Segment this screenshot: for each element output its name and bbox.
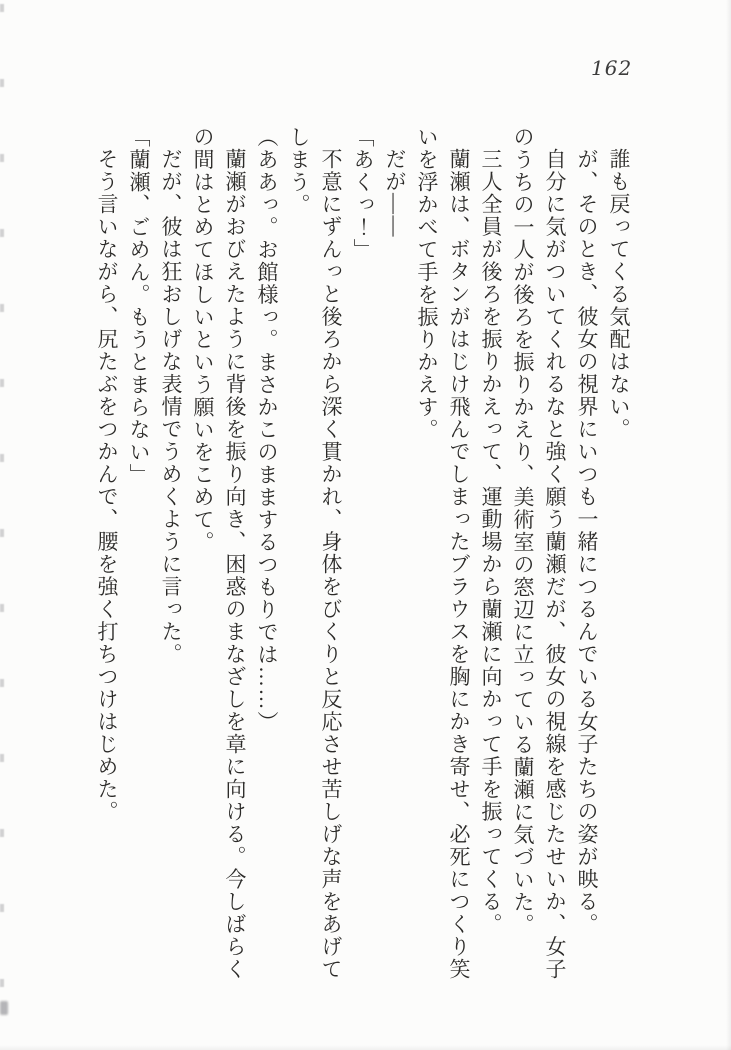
text-line: 蘭瀬は、ボタンがはじけ飛んでしまったブラウスを胸にかき寄せ、必死につくり笑 xyxy=(447,148,471,981)
text-line: 「あくっ！」 xyxy=(351,126,375,261)
text-line: 不意にずんっと後ろから深く貫かれ、身体をびくりと反応させ苦しげな声をあげて xyxy=(319,148,343,981)
text-line: 「蘭瀬、ごめん。もうとまらない」 xyxy=(127,126,151,486)
scan-corner-smudge xyxy=(0,1001,8,1015)
text-line: だが、彼は狂おしげな表情でうめくように言った。 xyxy=(159,148,183,666)
text-line: 三人全員が後ろを振りかえって、運動場から蘭瀬に向かって手を振ってくる。 xyxy=(479,148,503,936)
text-line: 自分に気がついてくれるなと強く願う蘭瀬だが、彼女の視線を感じたせいか、女子 xyxy=(543,148,567,981)
scan-binding-artifacts xyxy=(0,4,4,1014)
text-line: しまう。 xyxy=(287,126,311,216)
text-line: が、そのとき、彼女の視界にいつも一緒につるんでいる女子たちの姿が映る。 xyxy=(575,148,599,936)
page-bottom-edge-shading xyxy=(0,1045,731,1050)
text-line: 蘭瀬がおびえたように背後を振り向き、困惑のまなざしを章に向ける。今しばらく xyxy=(223,148,247,981)
text-line: いを浮かべて手を振りかえす。 xyxy=(415,126,439,441)
text-line: だが―― xyxy=(383,148,407,238)
text-line: のうちの一人が後ろを振りかえり、美術室の窓辺に立っている蘭瀬に気づいた。 xyxy=(511,126,535,936)
text-line: の間はとめてほしいという願いをこめて。 xyxy=(191,126,215,554)
text-block xyxy=(91,126,635,1022)
page-number: 162 xyxy=(591,56,633,80)
text-line: 誰も戻ってくる気配はない。 xyxy=(607,148,631,441)
text-line: そう言いながら、尻たぶをつかんで、腰を強く打ちつけはじめた。 xyxy=(95,148,119,823)
text-line: （ああっ。お館様っ。まさかこのままするつもりでは……） xyxy=(255,126,279,734)
page-right-edge-shading xyxy=(726,0,731,1050)
